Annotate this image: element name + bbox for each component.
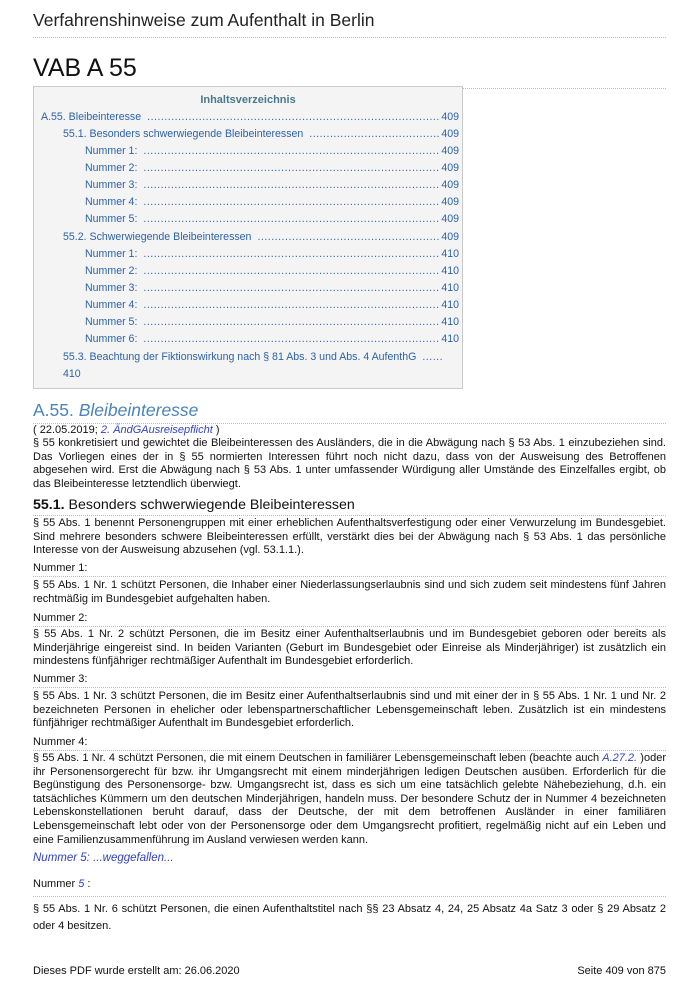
toc-entry[interactable]: Nummer 1: ..... 409 [85, 145, 459, 157]
nummer-4-label: Nummer 4: [33, 736, 666, 751]
nummer-5-label: Nummer 5 : [33, 878, 666, 897]
running-header: Verfahrenshinweise zum Aufenthalt in Berlin [33, 10, 666, 38]
toc-entry[interactable]: 55.2. Schwerwiegende Bleibeinteressen ..... 409 [63, 231, 459, 243]
nummer-3-label: Nummer 3: [33, 673, 666, 688]
section-heading: A.55. Bleibeinteresse [33, 400, 666, 424]
nummer-5-removed[interactable]: Nummer 5: ...weggefallen... [33, 852, 174, 864]
nummer-3-text: § 55 Abs. 1 Nr. 3 schützt Personen, die im Besitz einer Aufenthaltserlaubnis sind und mit einer der in § 55 Abs. 1 Nr. 1 und Nr. 2 bezeichneten Personen in ehelicher oder lebenspartnerschaftlicher Lebensgemeinschaft leben. Zusätzlich ist ein mindestens fünfjähriger rechtmäßiger Aufenthalt im Bundesgebiet erforderlich. [33, 690, 666, 730]
toc-entry[interactable]: 55.1. Besonders schwerwiegende Bleibeinteressen ..... 409 [63, 128, 459, 140]
toc-entry[interactable]: A.55. Bleibeinteresse ..... 409 [41, 111, 459, 123]
subsection-heading: 55.1. Besonders schwerwiegende Bleibeinteressen [33, 497, 666, 516]
toc-entry[interactable]: Nummer 5: ..... 409 [85, 213, 459, 225]
table-of-contents [33, 86, 463, 389]
toc-entry[interactable]: Nummer 6: ..... 410 [85, 333, 459, 345]
document-title: VAB A 55 [33, 54, 666, 89]
reference-link[interactable]: A.27.2. [602, 752, 638, 764]
toc-entry[interactable]: Nummer 4: ..... 409 [85, 196, 459, 208]
toc-entry[interactable]: Nummer 2: ..... 410 [85, 265, 459, 277]
toc-entry[interactable]: Nummer 3: ..... 409 [85, 179, 459, 191]
nummer-2-text: § 55 Abs. 1 Nr. 2 schützt Personen, die im Besitz einer Aufenthaltserlaubnis und im Bundesgebiet geboren oder bereits als Minderjährige eingereist sind. In beiden Varianten (Geburt im Bundesgebiet oder Einreise als Minderjähriger) ist zusätzlich ein mindestens fünfjähriger rechtmäßiger Aufenthalt im Bundesgebiet erforderlich. [33, 628, 666, 668]
toc-title: Inhaltsverzeichnis [200, 94, 296, 106]
nummer-4-text: § 55 Abs. 1 Nr. 4 schützt Personen, die mit einem Deutschen in familiärer Lebensgemeinschaft leben (beachte auch A.27.2. )oder ihr Personensorgerecht für bzw. ihr Umgangsrecht mit einem minderjährigen ledigen Deutschen ausüben. Erforderlich für die Begünstigung des Personensorge- bzw. Umgangsrecht ist, dass es sich um eine tatsächlich gelebte Nähebeziehung, d.h. ein tatsächliches Kümmern um den deutschen Minderjährigen, handeln muss. Der besondere Schutz der in Nummer 4 bezeichneten Lebenskonstellationen beruht darauf, dass der Deutsche, der mit dem betroffenen Ausländer in einer familiären Lebensgemeinschaft lebt oder von der Personensorge oder dem Umgangsrecht profitiert, regelmäßig nicht auf ein Leben und eine Familienzusammenführung im Ausland verwiesen werden kann. [33, 752, 666, 846]
nummer-5-link[interactable]: 5 [78, 878, 85, 890]
toc-entry[interactable]: Nummer 1: ..... 410 [85, 248, 459, 260]
nummer-1-text: § 55 Abs. 1 Nr. 1 schützt Personen, die Inhaber einer Niederlassungserlaubnis sind und sich zudem seit mindestens fünf Jahren rechtmäßig im Bundesgebiet aufgehalten haben. [33, 579, 666, 605]
footer-page-number: Seite 409 von 875 [577, 965, 666, 977]
toc-entry[interactable]: Nummer 4: ..... 410 [85, 299, 459, 311]
footer-created: Dieses PDF wurde erstellt am: 26.06.2020 [33, 965, 240, 977]
toc-entry[interactable]: Nummer 5: ..... 410 [85, 316, 459, 328]
toc-entry[interactable]: Nummer 2: ..... 409 [85, 162, 459, 174]
toc-entry[interactable]: Nummer 3: ..... 410 [85, 282, 459, 294]
amendment-link[interactable]: 2. ÄndGAusreisepflicht [100, 424, 213, 436]
amendment-note: ( 22.05.2019; 2. ÄndGAusreisepflicht ) [33, 424, 220, 436]
toc-entry[interactable]: 55.3. Beachtung der Fiktionswirkung nach § 81 Abs. 3 und Abs. 4 AufenthG ..... [63, 351, 459, 363]
nummer-5-text: § 55 Abs. 1 Nr. 6 schützt Personen, die einen Aufenthaltstitel nach §§ 23 Absatz 4, 24, 25 Absatz 4a Satz 3 oder § 29 Absatz 2 oder 4 besitzen. [33, 903, 666, 932]
subsection-intro: § 55 Abs. 1 benennt Personengruppen mit einer erheblichen Aufenthaltsverfestigung oder einer Verwurzelung im Bundesgebiet. Sind mehrere besonders schwere Bleibeinteressen erfüllt, verstärkt dies bei der Abwägung nach § 53 Abs. 1 das persönliche Interesse von der Ausweisung abzusehen (vgl. 53.1.1.). [33, 517, 666, 557]
nummer-2-label: Nummer 2: [33, 612, 666, 627]
section-intro: § 55 konkretisiert und gewichtet die Bleibeinteressen des Ausländers, die in die Abwägung nach § 53 Abs. 1 einzubeziehen sind. Das Vorliegen eines der in § 55 normierten Interessen führt noch nicht dazu, dass von der Ausweisung des Betroffenen abgesehen wird. Erst die Abwägung nach § 53 Abs. 1 unter umfassender Würdigung aller Umstände des Einzelfalles ergibt, ob das Bleibeinteresse letztendlich überwiegt. [33, 437, 666, 490]
nummer-1-label: Nummer 1: [33, 562, 666, 577]
toc-entry-page[interactable]: 410 [63, 368, 81, 380]
